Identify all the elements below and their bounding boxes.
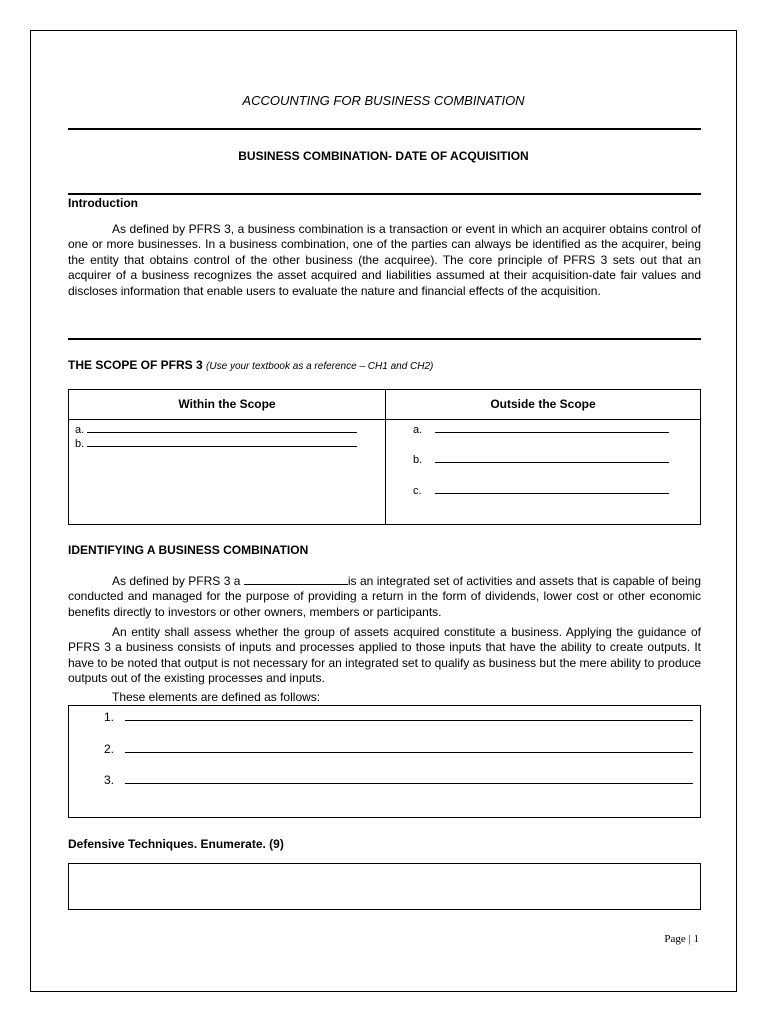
identifying-p1-rest: is an integrated set of activities and assets that is capable of being conducted and managed for the purpose of providing a return in the form of dividends, lower cost or other economic benefits directly to investors or other owners, members or participants. xyxy=(68,574,701,619)
document-title: ACCOUNTING FOR BUSINESS COMBINATION xyxy=(242,93,525,108)
elements-box xyxy=(68,705,701,818)
outside-item-c[interactable] xyxy=(413,483,669,497)
outside-item-c-label: c. xyxy=(413,485,422,497)
document-subtitle: BUSINESS COMBINATION- DATE OF ACQUISITION xyxy=(238,149,529,163)
within-item-a-blank[interactable] xyxy=(87,422,357,433)
element-1[interactable] xyxy=(104,710,693,724)
within-item-b[interactable] xyxy=(75,436,357,450)
introduction-heading: Introduction xyxy=(68,196,138,210)
identifying-paragraph-1 xyxy=(68,574,701,620)
business-definition-blank[interactable] xyxy=(244,574,348,585)
defensive-heading: Defensive Techniques. Enumerate. (9) xyxy=(68,837,284,851)
element-3-blank[interactable] xyxy=(125,773,693,784)
outside-item-b-blank[interactable] xyxy=(435,452,669,463)
element-1-blank[interactable] xyxy=(125,710,693,721)
outside-item-b[interactable] xyxy=(413,452,669,466)
element-2[interactable] xyxy=(104,742,693,756)
outside-item-a-blank[interactable] xyxy=(435,422,669,433)
title-divider xyxy=(68,128,701,130)
document-page xyxy=(30,30,737,992)
scope-note: (Use your textbook as a reference – CH1 and CH2) xyxy=(206,361,434,372)
scope-header-divider xyxy=(69,419,700,420)
identifying-p1-start: As defined by PFRS 3 a xyxy=(112,574,241,588)
outside-item-b-label: b. xyxy=(413,454,423,466)
outside-scope-header: Outside the Scope xyxy=(490,397,596,411)
identifying-paragraph-3 xyxy=(68,690,701,705)
subtitle-divider xyxy=(68,193,701,195)
within-item-a[interactable] xyxy=(75,422,357,436)
within-item-b-blank[interactable] xyxy=(87,436,357,447)
element-2-label: 2. xyxy=(104,742,115,756)
identifying-p3-text: These elements are defined as follows: xyxy=(112,690,321,704)
element-3-label: 3. xyxy=(104,773,115,787)
introduction-paragraph xyxy=(68,222,701,299)
defensive-answer-box[interactable] xyxy=(68,863,701,910)
scope-heading-text: THE SCOPE OF PFRS 3 xyxy=(68,358,203,372)
introduction-divider xyxy=(68,338,701,340)
within-item-b-label: b. xyxy=(75,438,85,450)
outside-item-a-label: a. xyxy=(413,424,423,436)
element-1-label: 1. xyxy=(104,710,115,724)
element-3[interactable] xyxy=(104,773,693,787)
element-2-blank[interactable] xyxy=(125,742,693,753)
page-number: Page | 1 xyxy=(664,933,699,945)
identifying-heading: IDENTIFYING A BUSINESS COMBINATION xyxy=(68,543,309,557)
scope-table xyxy=(68,389,701,525)
within-scope-header: Within the Scope xyxy=(178,397,276,411)
identifying-paragraph-2 xyxy=(68,625,701,687)
outside-item-a[interactable] xyxy=(413,422,669,436)
within-item-a-label: a. xyxy=(75,424,85,436)
scope-heading xyxy=(68,358,433,372)
introduction-text: As defined by PFRS 3, a business combination is a transaction or event in which an acquirer obtains control of one or more businesses. In a business combination, one of the parties can always be identified as the acquirer, being the entity that obtains control of the other business (the acquiree). The core principle of PFRS 3 sets out that an acquirer of a business recognizes the asset acquired and liabilities assumed at their acquisition-date fair values and discloses information that enable users to evaluate the nature and financial effects of the acquisition. xyxy=(68,222,701,298)
outside-item-c-blank[interactable] xyxy=(435,483,669,494)
identifying-p2-text: An entity shall assess whether the group of assets acquired constitute a business. Applying the guidance of PFRS 3 a business consists of inputs and processes applied to those inputs that have the ability to create outputs. It have to be noted that output is not necessary for an integrated set to qualify as business but the mere ability to produce outputs out of the existing processes and inputs. xyxy=(68,625,701,686)
